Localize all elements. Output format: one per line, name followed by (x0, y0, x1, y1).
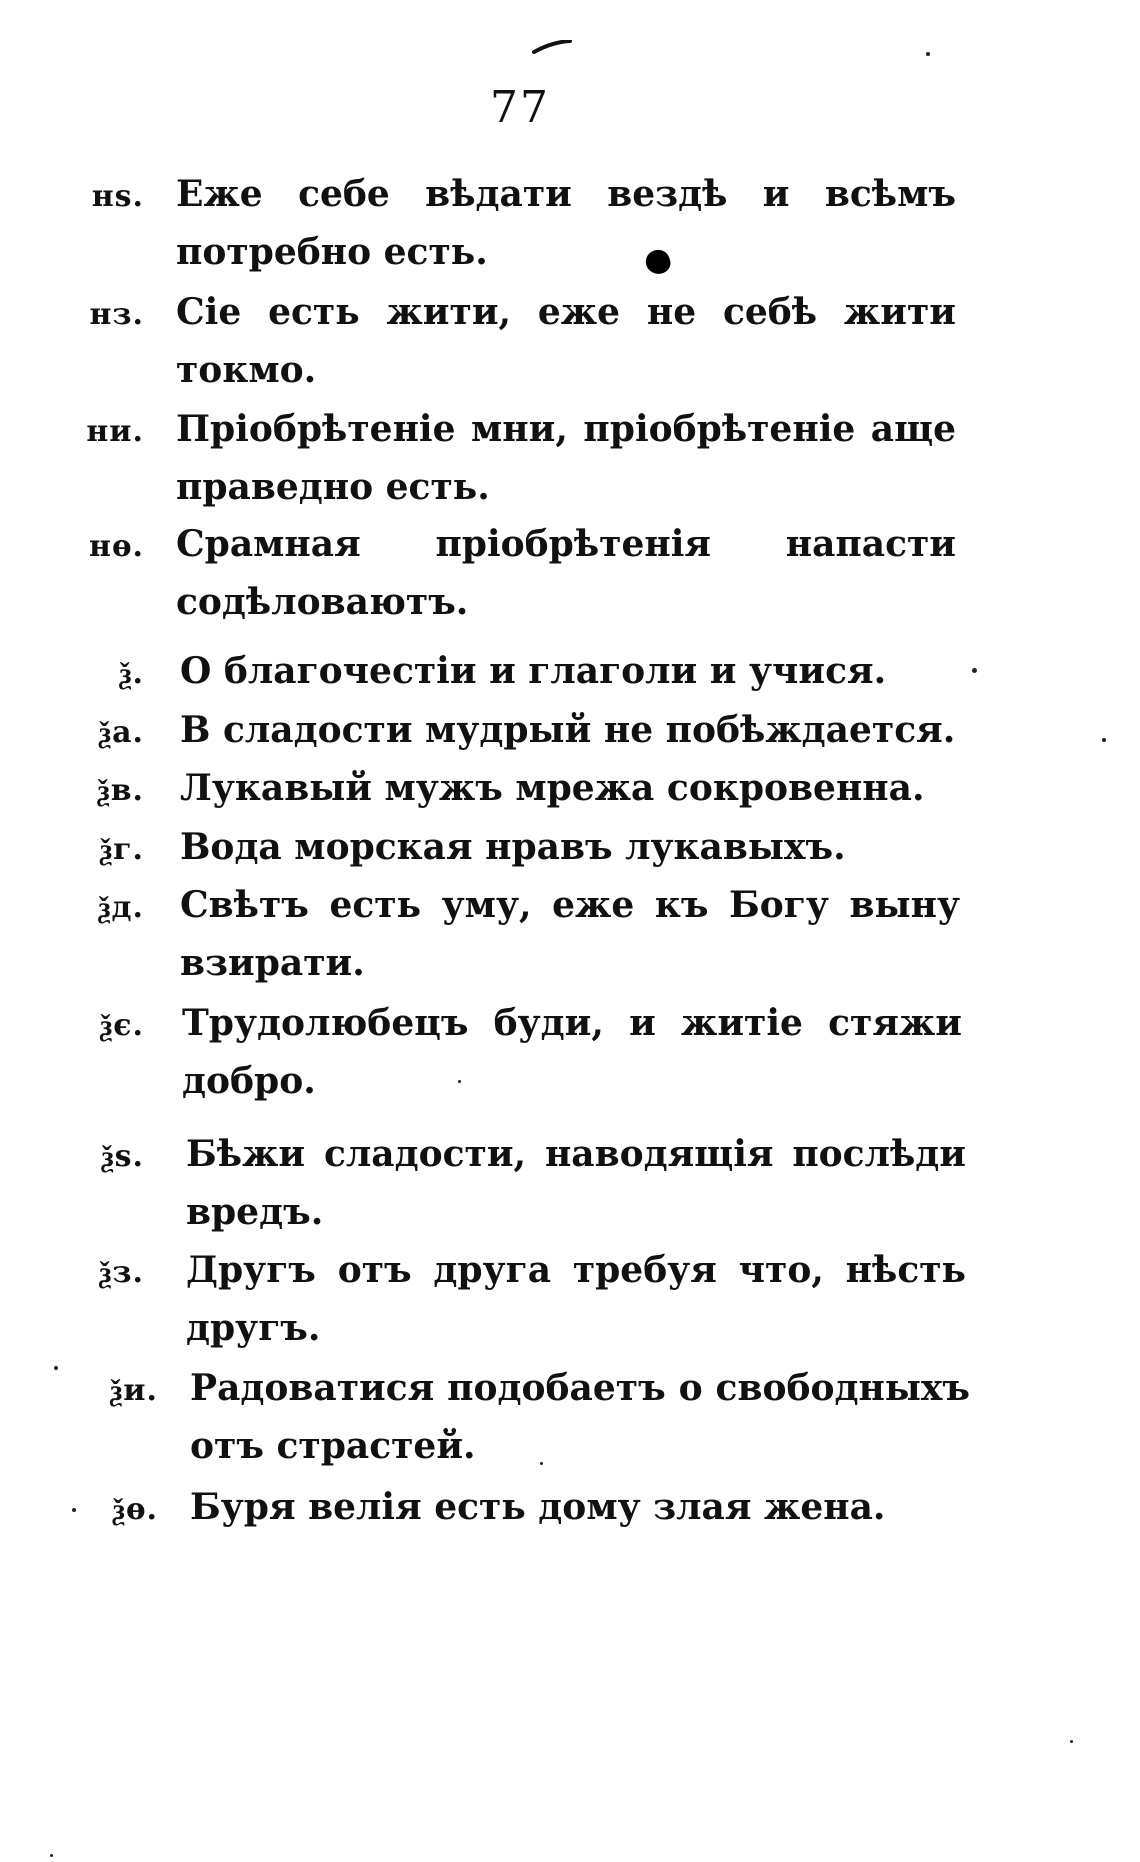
ink-speck (1102, 738, 1106, 742)
entry-number: ѯѕ. (101, 1139, 144, 1174)
entry-text: Еже себе вѣдати вездѣ и всѣмъ потребно есть. (176, 173, 956, 273)
entry-text: Вода морская нравъ лукавыхъ. (180, 826, 846, 868)
entry-number: нѳ. (89, 529, 144, 564)
entry-number: ѯд. (98, 890, 144, 925)
entry-text: Трудолюбецъ буди, и житіе стяжи добро. (182, 1002, 962, 1102)
entry-text: О благочестіи и глаголи и учися. (180, 650, 887, 692)
entry-text: Радоватися подобаетъ о свободныхъ отъ страстей. (190, 1367, 970, 1467)
ink-speck (50, 1854, 53, 1857)
entry-text: Свѣтъ есть уму, еже къ Богу выну взирати. (180, 884, 960, 984)
entry-number: ѯѳ. (112, 1492, 158, 1527)
entry-number: ни. (86, 414, 144, 449)
page-number: 77 (490, 82, 550, 133)
entry-number: ѯє. (100, 1008, 144, 1043)
entry-number: ѯи. (110, 1373, 158, 1408)
entry-number: ѯз. (99, 1255, 144, 1290)
entry-text: Срамная пріобрѣтенія напасти содѣловаютъ. (176, 523, 956, 623)
ink-stroke-mark (532, 40, 572, 54)
entry-text: Пріобрѣтеніе мни, пріобрѣтеніе аще праведно есть. (176, 408, 956, 508)
entry-number: ѯа. (99, 715, 144, 750)
entry-text: Сіе есть жити, еже не себѣ жити токмо. (176, 291, 956, 391)
entry-text: Буря велія есть дому злая жена. (190, 1486, 886, 1528)
entry-number: ѯв. (97, 773, 144, 808)
ink-speck (926, 52, 930, 56)
entry-number: ѯг. (100, 832, 144, 867)
entry-number: нз. (89, 297, 144, 332)
entry-text: В сладости мудрый не побѣждается. (180, 709, 956, 751)
entry-text: Лукавый мужъ мрежа сокровенна. (180, 767, 925, 809)
entry-number: нѕ. (91, 179, 144, 214)
entry-number: ѯ. (119, 656, 144, 691)
entry-text: Бѣжи сладости, наводящія послѣди вредъ. (186, 1133, 966, 1233)
entry-text: Другъ отъ друга требуя что, нѣсть другъ. (186, 1249, 966, 1349)
ink-speck (54, 1366, 58, 1370)
ink-speck (1070, 1740, 1073, 1743)
